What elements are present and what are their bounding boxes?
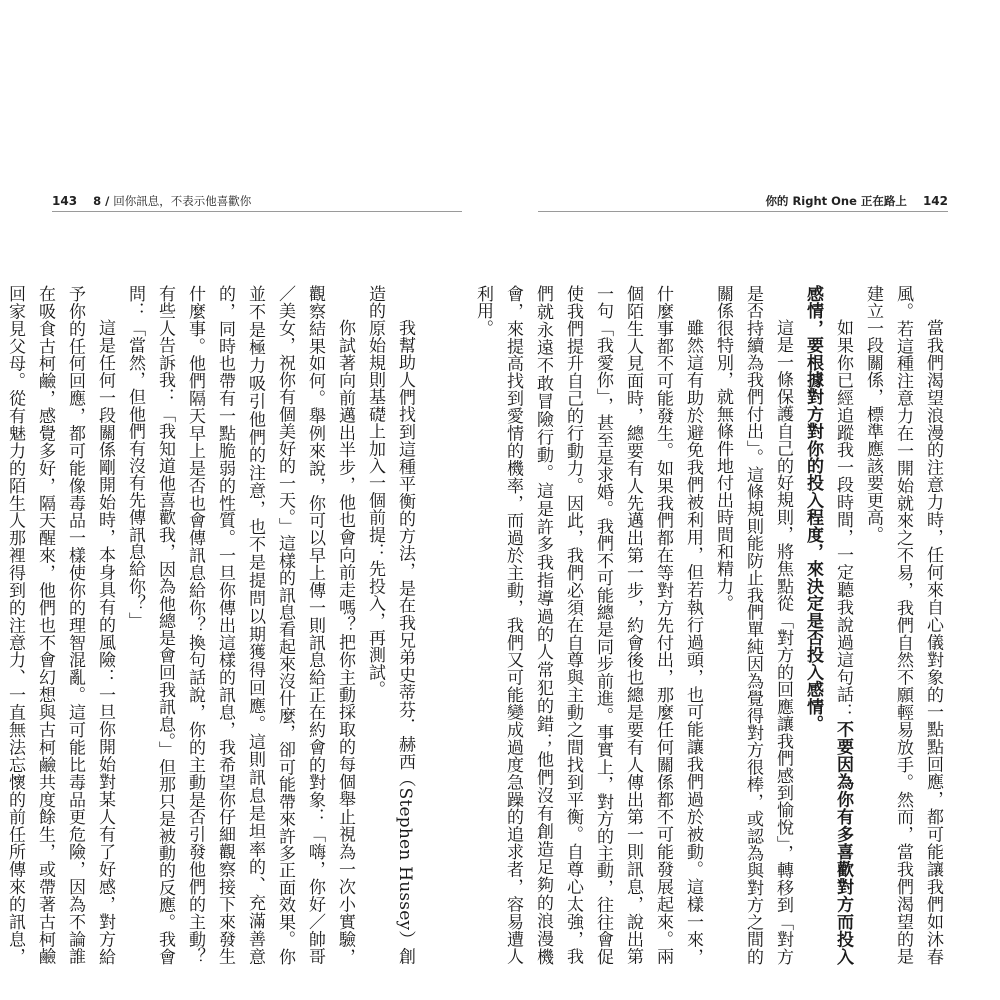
right-paragraph	[708, 285, 798, 965]
chapter-number: 8 /	[93, 194, 110, 208]
right-page-text	[473, 285, 948, 965]
book-title: 你的 Right One 正在路上	[765, 194, 907, 208]
left-page-header	[52, 193, 251, 209]
left-page-number: 143	[52, 194, 78, 208]
left-paragraph: 我幫助人們找到這種平衡的方法，是在我兄弟史蒂芬．赫西（Stephen Hussey）創造的原始規則基礎上加入一個前提：先投入，再測試。	[365, 285, 415, 965]
paragraph-text: 如果你已經追蹤我一段時間，一定聽我說過這句話：	[833, 319, 853, 721]
bold-emphasis-text: 不要因為你有多喜歡對方而投入感情，要根據對方對你的投入程度，來決定是否投入感情。	[803, 285, 853, 965]
right-page-number: 142	[922, 194, 948, 208]
paragraph-text: 雖然這有助於避免我們被利用，但若執行過頭，也可能讓我們過於被動。這樣一來，什麼事都不可能發生。如果我們都在等對方先付出，那麼任何關係都不可能發展起來。兩個陌生人見面時，總要有人先邁出第一步，約會後也總是要有人傳出第一則訊息，說出第一句「我愛你」，甚至是求婚。我們不可能總是同步前進。事實上，對方的主動，往往會促使我們提升自己的行動力。因此，我們必須在自尊與主動之間找到平衡。自尊心太強，我們就永遠不敢冒險行動。這是許多我指導過的人常犯的錯；他們沒有創造足夠的浪漫機會，來提高找到愛情的機率，而過於主動，我們又可能變成過度急躁的追求者，容易遭人利用。	[473, 285, 703, 965]
paragraph-text: 當我們渴望浪漫的注意力時，任何來自心儀對象的一點點回應，都可能讓我們如沐春風。若這種注意力在一開始就來之不易，我們自然不願輕易放手。然而，當我們渴望的是建立一段關係，標準應該要更高。	[863, 285, 943, 965]
left-page-text	[5, 285, 420, 965]
chapter-title: 回你訊息，不表示他喜歡你	[113, 194, 252, 208]
left-header-rule	[52, 211, 462, 212]
right-paragraph	[798, 285, 858, 965]
paragraph-text: 這是一條保護自己的好規則，將焦點從「對方的回應讓我們感到愉悅」，轉移到「對方是否持續為我們付出」。這條規則能防止我們單純因為覺得對方很棒，或認為與對方之間的關係很特別，就無條件地付出時間和精力。	[713, 285, 793, 965]
left-page-body	[5, 285, 420, 965]
right-page-body	[473, 285, 948, 965]
right-paragraph	[468, 285, 708, 965]
right-header-rule	[538, 211, 948, 212]
left-paragraph: 你試著向前邁出半步，他也會向前走嗎？把你主動採取的每個舉止視為一次小實驗，觀察結果如何。舉例來說，你可以早上傳一則訊息給正在約會的對象：「嗨，你好／帥哥／美女，祝你有個美好的一天。」這樣的訊息看起來沒什麼，卻可能帶來許多正面效果。你並不是極力吸引他們的注意，也不是提問以期獲得回應。這則訊息是坦率的、充滿善意的，同時也帶有一點脆弱的性質。一旦你傳出這樣的訊息，我希望你仔細觀察接下來發生什麼事。他們隔天早上是否也會傳訊息給你？換句話說，你的主動是否引發他們的主動？有些人告訴我：「我知道他喜歡我，因為他總是會回我訊息。」但那只是被動的反應。我會問：「當然，但他們有沒有先傳訊息給你？」	[125, 285, 355, 965]
left-paragraph: 這是任何一段關係剛開始時，本身具有的風險：一旦你開始對某人有了好感，對方給予你的任何回應，都可能像毒品一樣使你的理智混亂。這可能比毒品更危險，因為不論誰在吸食古柯鹼，感覺多好，隔天醒來，他們也不會幻想與古柯鹼共度餘生，或帶著古柯鹼回家見父母。從有魅力的陌生人那裡得到的注意力、一直無法忘懷的前任所傳來的訊息，	[5, 285, 115, 965]
right-page-header	[765, 193, 948, 209]
right-paragraph	[858, 285, 948, 965]
